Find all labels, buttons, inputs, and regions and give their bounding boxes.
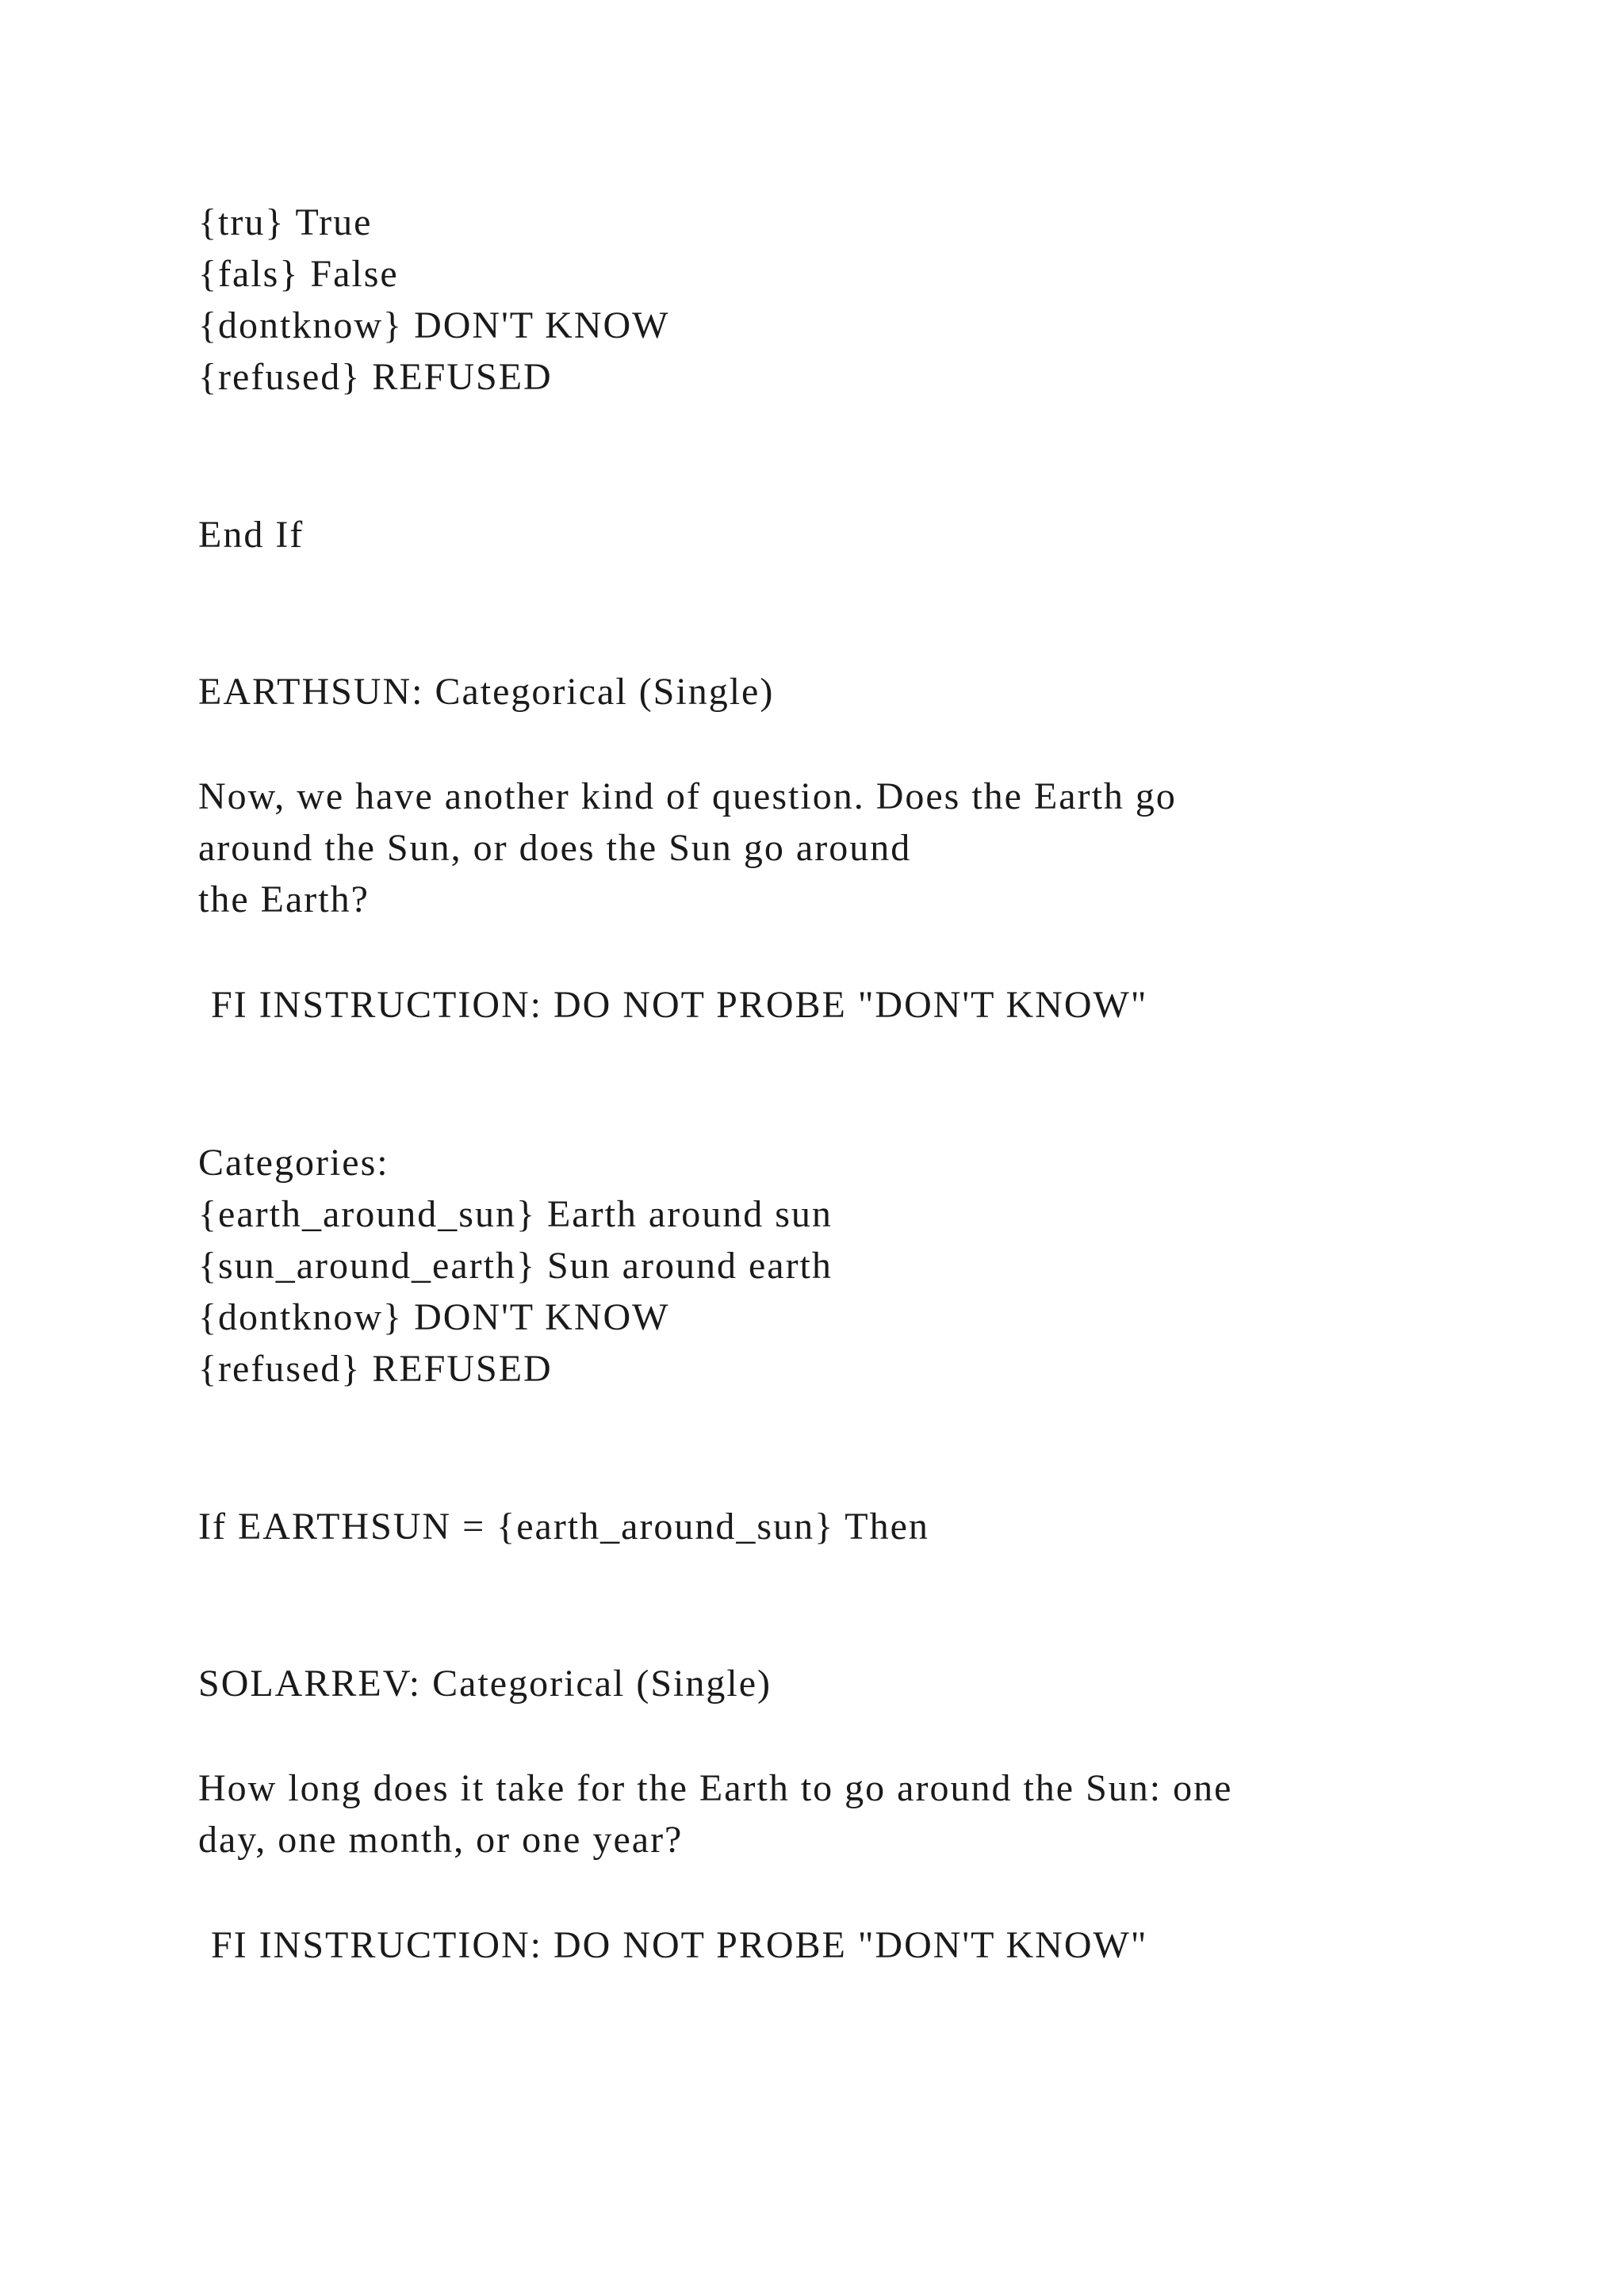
end-if-statement: End If	[198, 514, 304, 556]
option-dontknow: {dontknow} DON'T KNOW	[198, 304, 670, 346]
option-false: {fals} False	[198, 253, 399, 295]
earthsun-question-line-3: the Earth?	[198, 878, 370, 920]
solarrev-question-line-2: day, one month, or one year?	[198, 1819, 684, 1861]
solarrev-fi-instruction: FI INSTRUCTION: DO NOT PROBE "DON'T KNOW"	[211, 1924, 1148, 1966]
option-refused: {refused} REFUSED	[198, 356, 553, 398]
category-sun-around-earth: {sun_around_earth} Sun around earth	[198, 1245, 833, 1287]
solarrev-question-line-1: How long does it take for the Earth to go around the Sun: one	[198, 1767, 1233, 1809]
earthsun-header: EARTHSUN: Categorical (Single)	[198, 671, 775, 713]
category-dontknow: {dontknow} DON'T KNOW	[198, 1296, 670, 1338]
categories-label: Categories:	[198, 1142, 389, 1184]
option-true: {tru} True	[198, 201, 373, 243]
earthsun-question-line-2: around the Sun, or does the Sun go around	[198, 827, 912, 869]
earthsun-condition: If EARTHSUN = {earth_around_sun} Then	[198, 1506, 929, 1548]
solarrev-header: SOLARREV: Categorical (Single)	[198, 1663, 772, 1705]
category-refused: {refused} REFUSED	[198, 1348, 553, 1390]
earthsun-fi-instruction: FI INSTRUCTION: DO NOT PROBE "DON'T KNOW"	[211, 984, 1148, 1026]
earthsun-question-line-1: Now, we have another kind of question. Does the Earth go	[198, 775, 1177, 817]
category-earth-around-sun: {earth_around_sun} Earth around sun	[198, 1193, 833, 1235]
